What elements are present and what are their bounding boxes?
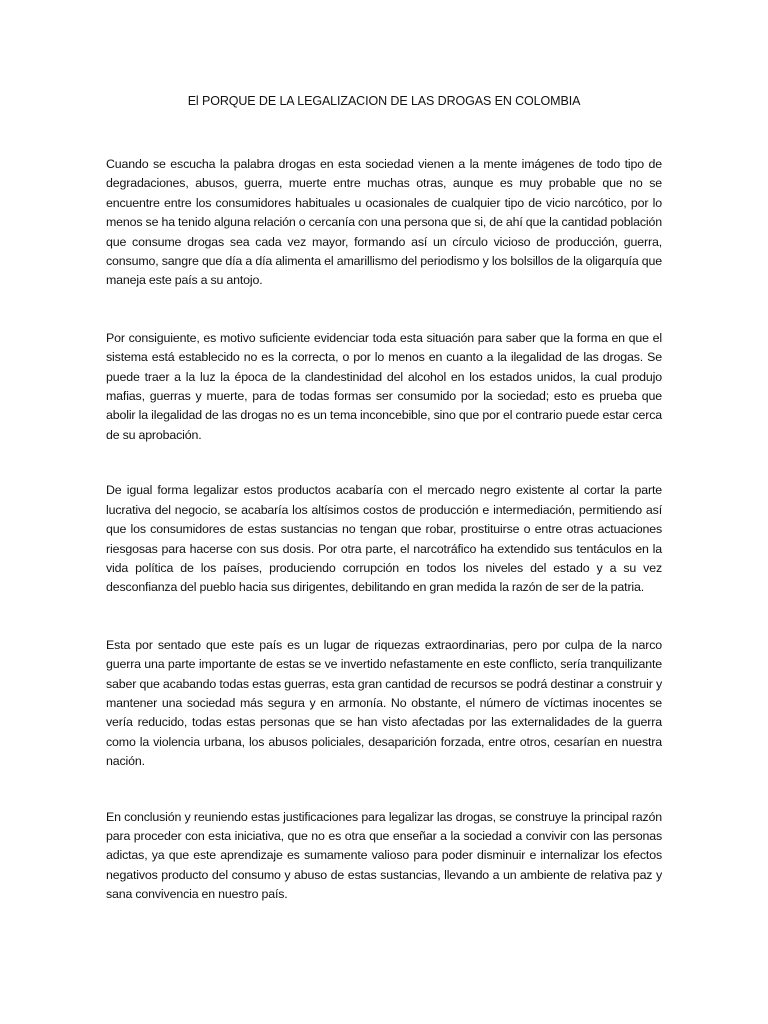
paragraph-4: Esta por sentado que este país es un lugar de riquezas extraordinarias, pero por culpa de la narco guerra una parte importante de estas se ve invertido nefastamente en este conflicto, sería tranquilizante saber que acabando todas estas guerras, esta gran cantidad de recursos se podrá destinar a construir y mantener una sociedad más segura y en armonía. No obstante, el número de víctimas inocentes se vería reducido, todas estas personas que se han visto afectadas por las externalidades de la guerra como la violencia urbana, los abusos policiales, desaparición forzada, entre otros, cesarían en nuestra nación. [106,637,662,769]
paragraph-1: Cuando se escucha la palabra drogas en esta sociedad vienen a la mente imágenes de todo tipo de degradaciones, abusos, guerra, muerte entre muchas otras, aunque es muy probable que no se encuentre entre los consumidores habituales u ocasionales de cualquier tipo de vicio narcótico, por lo menos se ha tenido alguna relación o cercanía con una persona que si, de ahí que la cantidad población que consume drogas sea cada vez mayor, formando así un círculo vicioso de producción, guerra, consumo, sangre que día a día alimenta el amarillismo del periodismo y los bolsillos de la oligarquía que maneja este país a su antojo. [106,157,662,288]
document-page [106,93,662,905]
paragraph-3: De igual forma legalizar estos productos acabaría con el mercado negro existente al cortar la parte lucrativa del negocio, se acabaría los altísimos costos de producción e intermediación, permitiendo así que los consumidores de estas sustancias no tengan que robar, prostituirse o entre otras actuaciones riesgosas para hacerse con sus dosis. Por otra parte, el narcotráfico ha extendido sus tentáculos en la vida política de los países, produciendo corrupción en todos los niveles del estado y a su vez desconfianza del pueblo hacia sus dirigentes, debilitando en gran medida la razón de ser de la patria. [106,483,662,595]
document-title: El PORQUE DE LA LEGALIZACION DE LAS DROGAS EN COLOMBIA [187,94,581,108]
paragraph-5: En conclusión y reuniendo estas justificaciones para legalizar las drogas, se construye la principal razón para proceder con esta iniciativa, que no es otra que enseñar a la sociedad a convivir con las personas adictas, ya que este aprendizaje es sumamente valioso para poder disminuir e internalizar los efectos negativos producto del consumo y abuso de estas sustancias, llevando a un ambiente de relativa paz y sana convivencia en nuestro país. [106,809,662,902]
paragraph-2: Por consiguiente, es motivo suficiente evidenciar toda esta situación para saber que la forma en que el sistema está establecido no es la correcta, o por lo menos en cuanto a la ilegalidad de las drogas. Se puede traer a la luz la época de la clandestinidad del alcohol en los estados unidos, la cual produjo mafias, guerras y muerte, para de todas formas ser consumido por la sociedad; esto es prueba que abolir la ilegalidad de las drogas no es un tema inconcebible, sino que por el contrario puede estar cerca de su aprobación. [106,330,662,442]
